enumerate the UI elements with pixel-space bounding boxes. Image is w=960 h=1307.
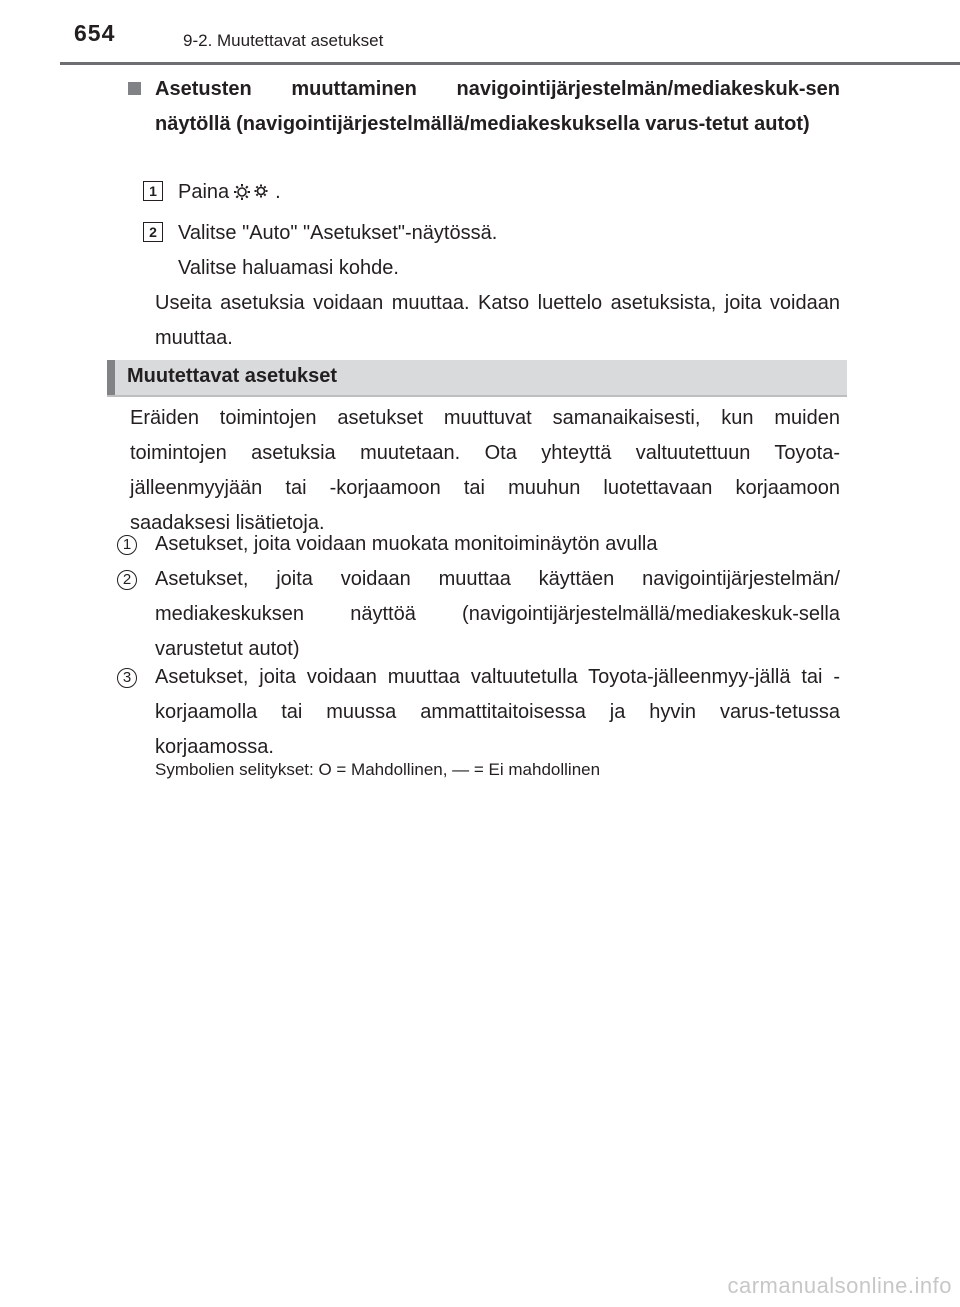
list-item-3: Asetukset, joita voidaan muuttaa valtuutetulla Toyota-jälleenmyy-jällä tai -korjaamolla tai muussa ammattitaitoisessa ja hyvin varus-tetussa korjaamossa.: [155, 666, 840, 758]
symbol-legend: Symbolien selitykset: O = Mahdollinen, — = Ei mahdollinen: [155, 760, 601, 779]
step-2-text: [178, 216, 497, 286]
step-number-1: 1: [143, 181, 163, 201]
banner-title: Muutettavat asetukset: [127, 365, 338, 387]
item-number-1: 1: [117, 535, 137, 555]
step-1-text-after: .: [275, 181, 281, 203]
gear-icon: [233, 178, 271, 213]
section-heading: Asetusten muuttaminen navigointijärjestelmän/mediakeskuk-sen näytöllä (navigointijärjestelmällä/mediakeskuksella varus-tetut autot): [155, 78, 840, 135]
section-banner: [107, 360, 847, 397]
step-2-line-1: Valitse "Auto" "Asetukset"-näytössä.: [178, 222, 498, 244]
banner-accent-bar: [107, 360, 115, 395]
intro-paragraph: Eräiden toimintojen asetukset muuttuvat samanaikaisesti, kun muiden toimintojen asetuksia muutetaan. Ota yhteyttä valtuutettuun Toyota-jälleenmyyjään tai -korjaamoon tai muuhun luotettavaan korjaamoon saadaksesi lisätietoja.: [130, 407, 840, 534]
step-1-text: [178, 175, 281, 213]
list-item-1: Asetukset, joita voidaan muokata monitoiminäytön avulla: [155, 533, 658, 555]
step-1-text-before: Paina: [178, 181, 230, 203]
watermark: carmanualsonline.info: [727, 1273, 952, 1298]
step-2-line-2: Valitse haluamasi kohde.: [178, 257, 399, 279]
step-note: Useita asetuksia voidaan muuttaa. Katso luettelo asetuksista, joita voidaan muuttaa.: [155, 292, 840, 349]
page-number: 654: [74, 20, 116, 46]
header-divider: [60, 62, 960, 65]
section-title: 9-2. Muutettavat asetukset: [183, 31, 384, 50]
bullet-square-icon: [128, 82, 141, 95]
list-item-2: Asetukset, joita voidaan muuttaa käyttäen navigointijärjestelmän/ mediakeskuksen näyttöä (navigointijärjestelmällä/mediakeskuk-sella varustetut autot): [155, 568, 840, 660]
item-number-3: 3: [117, 668, 137, 688]
step-number-2: 2: [143, 222, 163, 242]
item-number-2: 2: [117, 570, 137, 590]
